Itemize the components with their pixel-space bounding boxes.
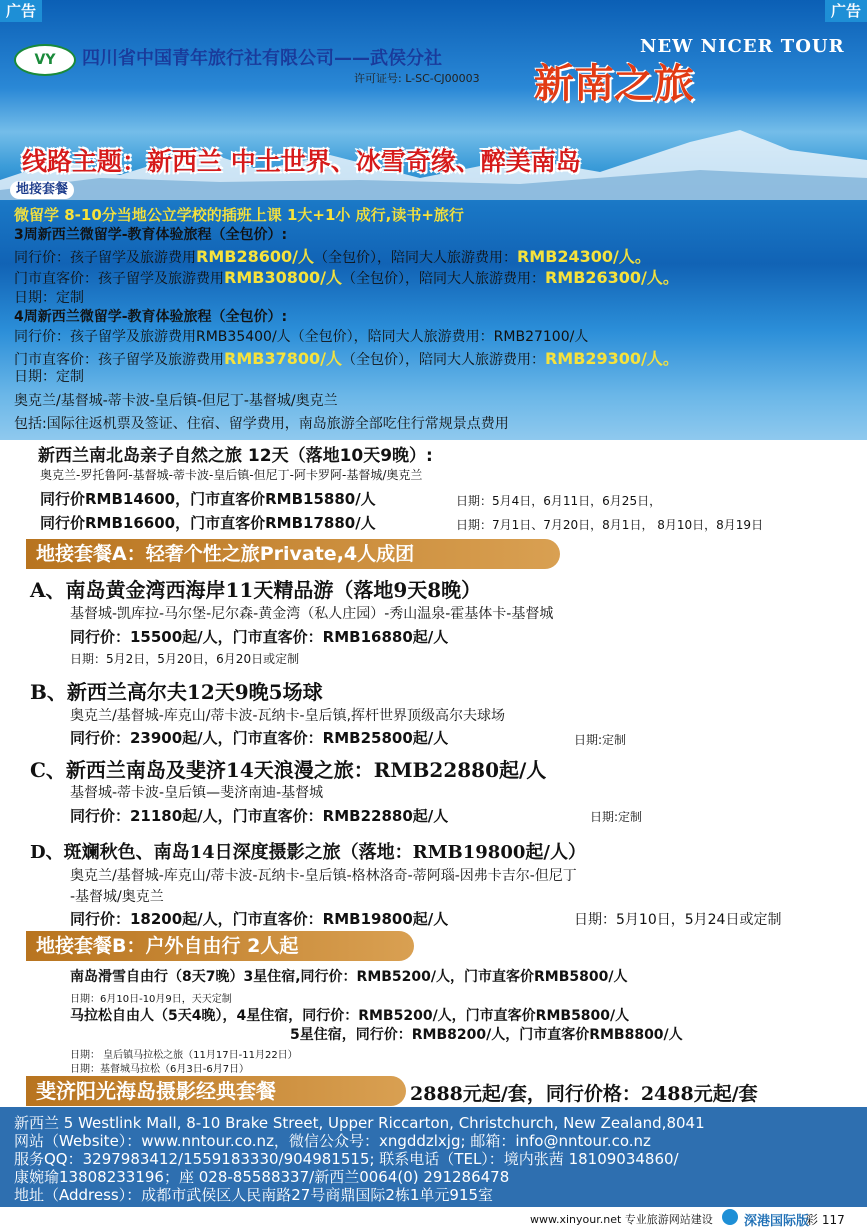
marathon-date-2: 日期：基督城马拉松（6月3日-6月7日） (70, 1064, 250, 1075)
address-cn: 地址（Address）：成都市武侯区人民南路27号商鼎国际2栋1单元915室 (14, 1186, 494, 1204)
package-c-price: 同行价：21180起/人，门市直客价：RMB22880起/人 (70, 807, 449, 825)
ski-trip-date: 日期：6月10日-10月9日，天天定制 (70, 994, 232, 1005)
package-d-route-2: -基督城/奥克兰 (70, 889, 164, 905)
local-package-tag: 地接套餐 (10, 181, 74, 199)
ad-tag-right: 广告 (825, 0, 867, 22)
study-route: 奥克兰/基督城-蒂卡波-皇后镇-但尼丁-基督城/奥克兰 (14, 393, 338, 409)
package-b-bar: 地接套餐B：户外自由行 2人起 (26, 931, 414, 961)
package-d-title: D、斑斓秋色、南岛14日深度摄影之旅（落地：RMB19800起/人） (30, 842, 586, 863)
marathon-date-1: 日期： 皇后镇马拉松之旅（11月17日-11月22日） (70, 1050, 298, 1061)
package-a-bar: 地接套餐A：轻奢个性之旅Private,4人成团 (26, 539, 560, 569)
package-b-date: 日期:定制 (574, 733, 627, 747)
contact-footer (0, 1107, 867, 1207)
site-credit: www.xinyour.net 专业旅游网站建设 (530, 1213, 713, 1226)
website-line: 网站（Website）：www.nntour.co.nz，微信公众号：xngddzlxjg; 邮箱：info@nntour.co.nz (14, 1132, 651, 1150)
company-name: 四川省中国青年旅行社有限公司——武侯分社 (82, 48, 442, 69)
route-theme: 线路主题：新西兰 中土世界、冰雪奇缘、醉美南岛 (22, 147, 581, 176)
package-d-price: 同行价：18200起/人，门市直客价：RMB19800起/人 (70, 910, 449, 928)
family-tour-date-1: 日期：5月4日，6月11日，6月25日， (456, 494, 662, 508)
qq-line: 服务QQ：3297983412/1559183330/904981515; 联系电话（TEL）：境内张茜 18109034860/ (14, 1150, 679, 1168)
family-tour-price-2: 同行价RMB16600，门市直客价RMB17880/人 (40, 514, 376, 532)
three-week-retail-price: 门市直客价：孩子留学及旅游费用RMB30800/人（全包价），陪同大人旅游费用：RMB26300/人。 (14, 268, 679, 287)
family-tour-route: 奥克兰-罗托鲁阿-基督城-蒂卡波-皇后镇-但尼丁-阿卡罗阿-基督城/奥克兰 (40, 468, 423, 482)
three-week-date: 日期：定制 (14, 290, 84, 306)
package-c-route: 基督城-蒂卡波-皇后镇—斐济南迪-基督城 (70, 785, 324, 801)
license-number: 许可证号: L-SC-CJ00003 (354, 72, 480, 85)
family-tour-date-2: 日期：7月1日、7月20日，8月1日， 8月10日，8月19日 (456, 518, 764, 532)
fiji-price: 2888元起/套，同行价格：2488元起/套 (410, 1083, 758, 1105)
brand-english: NEW NICER TOUR (640, 36, 845, 57)
study-intro: 微留学 8-10分当地公立学校的插班上课 1大+1小 成行,读书+旅行 (14, 206, 464, 224)
telephone-line: 康婉瑜13808233196；座 028-85588337/新西兰0064(0) 291286478 (14, 1168, 510, 1186)
marathon-5star: 5星住宿，同行价：RMB8200/人，门市直客价RMB8800/人 (290, 1027, 683, 1043)
brand-chinese: 新南之旅 (534, 60, 694, 107)
package-a-route: 基督城-凯库拉-马尔堡-尼尔森-黄金湾（私人庄园）-秀山温泉-霍基体卡-基督城 (70, 606, 554, 622)
study-includes: 包括:国际往返机票及签证、住宿、留学费用，南岛旅游全部吃住行常规景点费用 (14, 416, 509, 432)
package-d-date: 日期：5月10日，5月24日或定制 (574, 912, 782, 928)
four-week-date: 日期：定制 (14, 369, 84, 385)
ski-trip: 南岛滑雪自由行（8天7晚）3星住宿,同行价：RMB5200/人，门市直客价RMB5800/人 (70, 969, 628, 985)
package-d-route-1: 奥克兰/基督城-库克山/蒂卡波-瓦纳卡-皇后镇-格林洛奇-蒂阿瑙-因弗卡吉尔-但尼丁 (70, 868, 577, 884)
address-nz: 新西兰 5 Westlink Mall, 8-10 Brake Street, Upper Riccarton, Christchurch, New Zealand,8041 (14, 1114, 705, 1132)
fiji-bar: 斐济阳光海岛摄影经典套餐 (26, 1076, 406, 1106)
package-a-price: 同行价：15500起/人，门市直客价：RMB16880起/人 (70, 628, 449, 646)
package-b-price: 同行价：23900起/人，门市直客价：RMB25800起/人 (70, 729, 449, 747)
family-tour-price-1: 同行价RMB14600，门市直客价RMB15880/人 (40, 490, 376, 508)
header-banner (0, 0, 867, 440)
four-week-retail-price: 门市直客价：孩子留学及旅游费用RMB37800/人（全包价），陪同大人旅游费用：RMB29300/人。 (14, 349, 679, 368)
brand-name: 深港国际版 (744, 1214, 810, 1229)
three-week-title: 3周新西兰微留学-教育体验旅程（全包价）: (14, 227, 288, 243)
marathon-4star: 马拉松自由人（5天4晚），4星住宿，同行价：RMB5200/人，门市直客价RMB5800/人 (70, 1008, 630, 1024)
package-b-title: B、新西兰高尔夫12天9晚5场球 (30, 680, 323, 704)
page-footer (0, 1207, 867, 1230)
three-week-peer-price: 同行价：孩子留学及旅游费用RMB28600/人（全包价），陪同大人旅游费用：RMB24300/人。 (14, 247, 651, 266)
ad-tag-left: 广告 (0, 0, 42, 22)
package-b-route: 奥克兰/基督城-库克山/蒂卡波-瓦纳卡-皇后镇,挥杆世界顶级高尔夫球场 (70, 708, 506, 724)
four-week-peer-price: 同行价：孩子留学及旅游费用RMB35400/人（全包价），陪同大人旅游费用：RMB27100/人 (14, 329, 589, 345)
page-number: 彩 117 (806, 1213, 845, 1227)
four-week-title: 4周新西兰微留学-教育体验旅程（全包价）: (14, 309, 288, 325)
package-c-date: 日期:定制 (590, 810, 643, 824)
family-tour-title: 新西兰南北岛亲子自然之旅 12天（落地10天9晚）: (38, 446, 433, 466)
company-logo: VY (14, 44, 76, 76)
brand-circle-icon (722, 1209, 738, 1225)
package-a-title: A、南岛黄金湾西海岸11天精品游（落地9天8晚） (30, 578, 482, 602)
package-a-date: 日期：5月2日，5月20日，6月20日或定制 (70, 652, 300, 666)
package-c-title: C、新西兰南岛及斐济14天浪漫之旅：RMB22880起/人 (30, 758, 547, 782)
